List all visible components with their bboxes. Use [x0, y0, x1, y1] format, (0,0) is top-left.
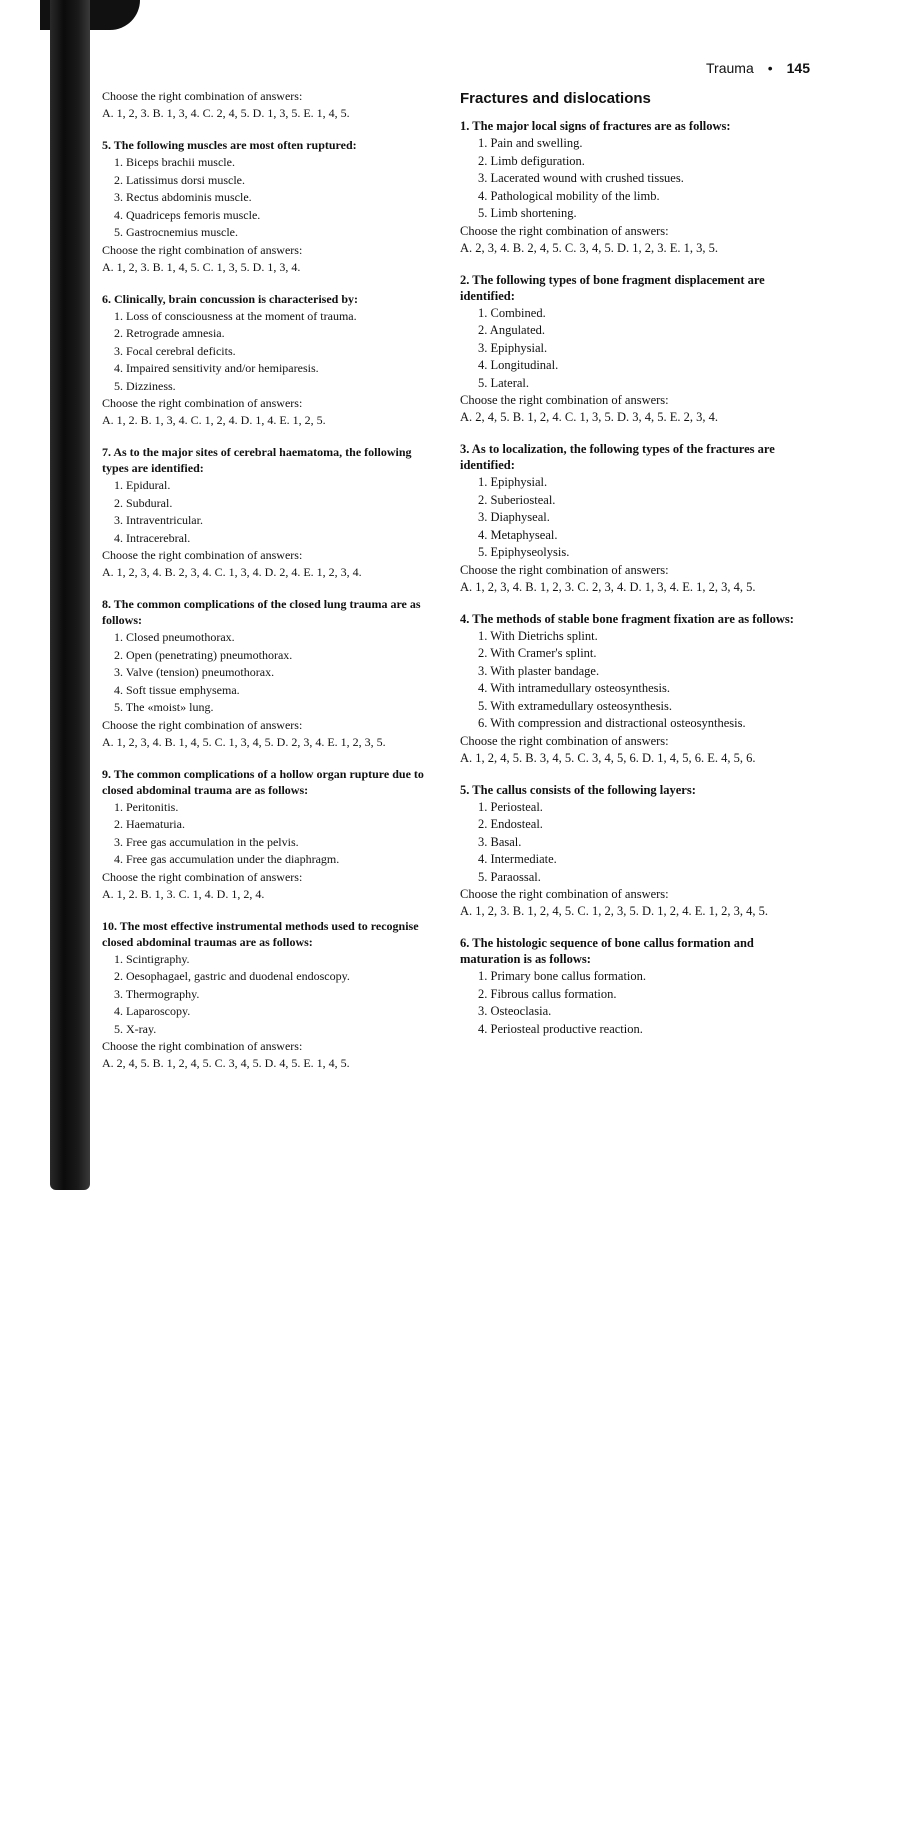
answer-options: A. 1, 2, 4, 5. B. 3, 4, 5. C. 3, 4, 5, 6. D. 1, 4, 5, 6. E. 4, 5, 6.	[460, 750, 756, 765]
question-10	[102, 918, 436, 1073]
section-title: Fractures and dislocations	[460, 90, 651, 107]
option-item: 5. Gastrocnemius muscle.	[114, 225, 238, 239]
fracture-question-4	[460, 611, 810, 767]
question-heading: 3. As to localization, the following types of the fractures are identified:	[460, 442, 775, 472]
option-list	[460, 305, 810, 393]
option-item: 2. Oesophagael, gastric and duodenal endoscopy.	[114, 969, 350, 983]
running-head-bullet: •	[767, 60, 773, 76]
option-item: 4. Periosteal productive reaction.	[478, 1021, 643, 1036]
option-item: 1. Combined.	[478, 305, 546, 320]
question-heading: 8. The common complications of the closed lung trauma are as follows:	[102, 597, 421, 627]
option-item: 3. Valve (tension) pneumothorax.	[114, 665, 275, 679]
choose-instruction: Choose the right combination of answers:	[102, 242, 303, 257]
option-item: 4. With intramedullary osteosynthesis.	[478, 681, 670, 695]
page-number: 145	[786, 60, 810, 76]
choose-instruction: Choose the right combination of answers:	[460, 887, 669, 901]
left-column	[102, 88, 436, 1087]
option-item: 3. Basal.	[478, 834, 522, 849]
option-item: 4. Soft tissue emphysema.	[114, 682, 240, 697]
option-item: 4. Quadriceps femoris muscle.	[114, 207, 261, 222]
option-item: 1. Epidural.	[114, 478, 171, 492]
option-list	[460, 628, 810, 733]
question-heading: 2. The following types of bone fragment displacement are identified:	[460, 272, 765, 303]
choose-instruction: Choose the right combination of answers:	[102, 1039, 303, 1053]
question-heading: 5. The callus consists of the following layers:	[460, 782, 696, 797]
option-item: 4. Free gas accumulation under the diaphragm.	[114, 852, 340, 866]
answer-options: A. 2, 4, 5. B. 1, 2, 4, 5. C. 3, 4, 5. D. 4, 5. E. 1, 4, 5.	[102, 1056, 350, 1070]
option-item: 1. Periosteal.	[478, 799, 543, 814]
option-item: 5. Dizziness.	[114, 378, 176, 393]
option-item: 4. Pathological mobility of the limb.	[478, 188, 660, 203]
option-item: 2. Latissimus dorsi muscle.	[114, 172, 245, 187]
choose-instruction: Choose the right combination of answers:	[460, 223, 669, 238]
option-item: 3. With plaster bandage.	[478, 663, 600, 678]
option-item: 5. Limb shortening.	[478, 206, 577, 220]
question-5	[102, 137, 436, 276]
question-heading: 10. The most effective instrumental methods used to recognise closed abdominal traumas are as follows:	[102, 918, 419, 949]
choose-instruction: Choose the right combination of answers:	[460, 733, 669, 748]
answer-options: A. 2, 3, 4. B. 2, 4, 5. C. 3, 4, 5. D. 1, 2, 3. E. 1, 3, 5.	[460, 240, 718, 255]
option-list	[102, 308, 436, 396]
option-item: 3. Thermography.	[114, 986, 200, 1001]
option-item: 1. With Dietrichs splint.	[478, 628, 598, 643]
choose-instruction: Choose the right combination of answers:	[102, 396, 303, 410]
option-list	[102, 154, 436, 242]
question-heading: 5. The following muscles are most often ruptured:	[102, 138, 357, 152]
answer-options: A. 1, 2, 3, 4. B. 2, 3, 4. C. 1, 3, 4. D. 2, 4. E. 1, 2, 3, 4.	[102, 565, 362, 579]
choose-instruction: Choose the right combination of answers:	[102, 869, 303, 884]
question-heading: 7. As to the major sites of cerebral haematoma, the following types are identified:	[102, 445, 412, 475]
answer-options: A. 1, 2, 3, 4. B. 1, 2, 3. C. 2, 3, 4. D. 1, 3, 4. E. 1, 2, 3, 4, 5.	[460, 579, 756, 594]
choose-instruction: Choose the right combination of answers:	[102, 548, 303, 562]
option-item: 4. Longitudinal.	[478, 358, 559, 372]
right-column	[460, 88, 810, 1053]
answer-options: A. 2, 4, 5. B. 1, 2, 4. C. 1, 3, 5. D. 3, 4, 5. E. 2, 3, 4.	[460, 410, 718, 424]
option-item: 3. Intraventricular.	[114, 513, 203, 527]
option-list	[460, 799, 810, 887]
question-heading: 6. Clinically, brain concussion is characterised by:	[102, 291, 359, 306]
fracture-question-3	[460, 441, 810, 596]
option-item: 6. With compression and distractional osteosynthesis.	[478, 716, 746, 730]
option-item: 4. Intracerebral.	[114, 530, 191, 545]
option-item: 2. Retrograde amnesia.	[114, 326, 225, 340]
option-item: 2. Fibrous callus formation.	[478, 986, 617, 1001]
option-list	[460, 968, 810, 1038]
option-item: 5. X-ray.	[114, 1021, 157, 1036]
option-item: 1. Biceps brachii muscle.	[114, 155, 235, 169]
fracture-question-1	[460, 118, 810, 257]
option-item: 1. Loss of consciousness at the moment of trauma.	[114, 308, 357, 323]
option-item: 5. Epiphyseolysis.	[478, 545, 570, 559]
choose-instruction: Choose the right combination of answers:	[102, 89, 303, 103]
option-item: 5. Paraossal.	[478, 869, 541, 884]
option-item: 4. Impaired sensitivity and/or hemiparesis.	[114, 361, 319, 375]
answer-options: A. 1, 2. B. 1, 3. C. 1, 4. D. 1, 2, 4.	[102, 886, 265, 901]
answer-options: A. 1, 2, 3. B. 1, 3, 4. C. 2, 4, 5. D. 1, 3, 5. E. 1, 4, 5.	[102, 106, 350, 120]
answer-options: A. 1, 2. B. 1, 3, 4. C. 1, 2, 4. D. 1, 4. E. 1, 2, 5.	[102, 413, 326, 427]
option-item: 4. Intermediate.	[478, 852, 557, 866]
option-item: 2. Endosteal.	[478, 817, 543, 831]
option-item: 5. Lateral.	[478, 375, 530, 390]
question-7	[102, 444, 436, 581]
option-item: 1. Pain and swelling.	[478, 136, 583, 150]
option-item: 4. Laparoscopy.	[114, 1004, 191, 1018]
option-item: 3. Epiphysial.	[478, 340, 548, 355]
option-item: 2. Subdural.	[114, 495, 173, 510]
option-item: 3. Osteoclasia.	[478, 1004, 552, 1018]
option-item: 4. Metaphyseal.	[478, 527, 558, 542]
question-heading: 1. The major local signs of fractures are as follows:	[460, 119, 731, 133]
question-heading: 9. The common complications of a hollow organ rupture due to closed abdominal trauma are as follows:	[102, 766, 424, 797]
option-item: 3. Free gas accumulation in the pelvis.	[114, 834, 299, 849]
option-list	[102, 629, 436, 717]
option-item: 3. Rectus abdominis muscle.	[114, 190, 252, 204]
option-list	[102, 477, 436, 547]
option-item: 3. Diaphyseal.	[478, 510, 550, 524]
option-item: 2. Open (penetrating) pneumothorax.	[114, 647, 293, 662]
fracture-question-2	[460, 272, 810, 427]
question-6	[102, 291, 436, 430]
option-item: 1. Epiphysial.	[478, 475, 548, 489]
option-item: 2. Angulated.	[478, 323, 546, 337]
choose-instruction: Choose the right combination of answers:	[102, 717, 303, 732]
question-heading: 6. The histologic sequence of bone callus formation and maturation is as follows:	[460, 936, 754, 966]
binding-shadow	[50, 0, 90, 1190]
option-item: 2. With Cramer's splint.	[478, 646, 597, 660]
answer-options: A. 1, 2, 3. B. 1, 4, 5. C. 1, 3, 5. D. 1, 3, 4.	[102, 259, 301, 274]
question-9	[102, 766, 436, 903]
question-heading: 4. The methods of stable bone fragment fixation are as follows:	[460, 611, 794, 626]
choose-instruction: Choose the right combination of answers:	[460, 393, 669, 407]
question-8	[102, 596, 436, 751]
option-item: 1. Primary bone callus formation.	[478, 969, 647, 983]
option-list	[460, 474, 810, 562]
option-item: 5. The «moist» lung.	[114, 700, 214, 714]
option-list	[102, 951, 436, 1039]
option-item: 2. Suberiosteal.	[478, 492, 556, 507]
running-head	[660, 60, 810, 76]
option-item: 1. Scintigraphy.	[114, 951, 190, 966]
answer-options: A. 1, 2, 3. B. 1, 2, 4, 5. C. 1, 2, 3, 5. D. 1, 2, 4. E. 1, 2, 3, 4, 5.	[460, 904, 768, 918]
option-list	[102, 799, 436, 869]
question-4-continued	[102, 88, 436, 122]
answer-options: A. 1, 2, 3, 4. B. 1, 4, 5. C. 1, 3, 4, 5. D. 2, 3, 4. E. 1, 2, 3, 5.	[102, 734, 386, 749]
option-list	[460, 135, 810, 223]
running-head-title: Trauma	[706, 60, 754, 76]
choose-instruction: Choose the right combination of answers:	[460, 562, 669, 577]
fracture-question-6	[460, 935, 810, 1038]
option-item: 1. Closed pneumothorax.	[114, 630, 235, 644]
option-item: 2. Haematuria.	[114, 817, 185, 831]
option-item: 3. Lacerated wound with crushed tissues.	[478, 171, 684, 185]
option-item: 5. With extramedullary osteosynthesis.	[478, 698, 673, 713]
option-item: 2. Limb defiguration.	[478, 153, 585, 168]
option-item: 3. Focal cerebral deficits.	[114, 343, 236, 358]
fracture-question-5	[460, 782, 810, 921]
option-item: 1. Peritonitis.	[114, 799, 179, 814]
